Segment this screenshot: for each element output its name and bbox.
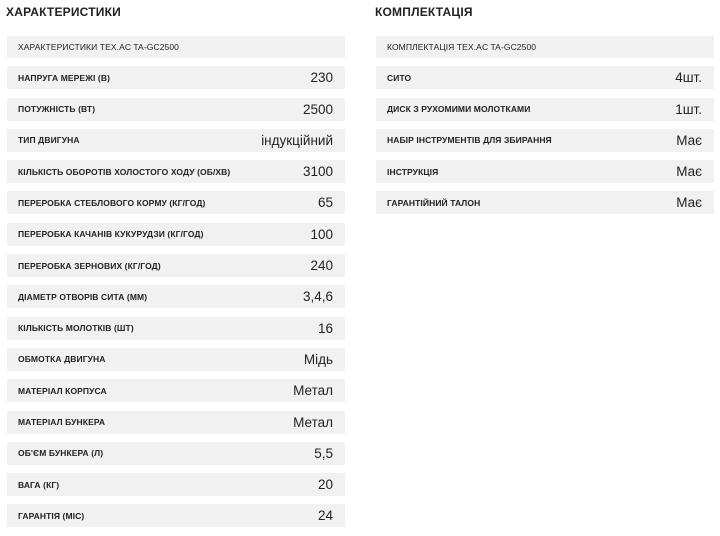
specs-row [7, 254, 345, 277]
specs-row-value: 5,5 [314, 445, 333, 461]
kit-title-row [376, 36, 714, 58]
specs-row [7, 348, 345, 371]
kit-row-value: 1шт. [675, 101, 702, 117]
kit-row [376, 160, 714, 183]
specs-row [7, 66, 345, 89]
kit-row-value: Має [676, 132, 702, 148]
specs-row-label: КІЛЬКІСТЬ ОБОРОТІВ ХОЛОСТОГО ХОДУ (ОБ/ХВ) [18, 166, 231, 177]
specs-row [7, 223, 345, 246]
specs-row [7, 285, 345, 308]
specs-row [7, 442, 345, 465]
specs-heading: ХАРАКТЕРИСТИКИ [6, 5, 121, 19]
specs-table [7, 66, 345, 527]
specs-row [7, 317, 345, 340]
specs-row-value: 24 [317, 508, 333, 524]
kit-heading: КОМПЛЕКТАЦІЯ [375, 5, 473, 19]
specs-row-value: 3100 [302, 164, 333, 180]
specs-row-value: 240 [310, 258, 333, 274]
specs-row [7, 504, 345, 527]
specs-row-label: ПЕРЕРОБКА СТЕБЛОВОГО КОРМУ (КГ/ГОД) [18, 197, 206, 208]
specs-row-value: 16 [317, 320, 333, 336]
specs-row-label: ПОТУЖНІСТЬ (ВТ) [18, 104, 96, 115]
specs-row [7, 379, 345, 402]
kit-row-value: Має [676, 195, 702, 211]
specs-row [7, 129, 345, 152]
kit-row [376, 191, 714, 214]
kit-row-label: ДИСК З РУХОМИМИ МОЛОТКАМИ [387, 104, 531, 115]
specs-row [7, 411, 345, 434]
specs-row-label: НАПРУГА МЕРЕЖІ (В) [18, 72, 110, 83]
specs-row-label: ГАРАНТІЯ (МІС) [18, 510, 85, 521]
specs-row-label: МАТЕРІАЛ КОРПУСА [18, 385, 107, 396]
specs-row-value: Метал [293, 383, 333, 399]
specs-row-label: ПЕРЕРОБКА КАЧАНІВ КУКУРУДЗИ (КГ/ГОД) [18, 229, 204, 240]
specs-row-label: ОБМОТКА ДВИГУНА [18, 354, 106, 365]
specs-row-label: МАТЕРІАЛ БУНКЕРА [18, 417, 106, 428]
kit-row-label: НАБІР ІНСТРУМЕНТІВ ДЛЯ ЗБИРАННЯ [387, 135, 552, 146]
kit-section [376, 0, 714, 223]
specs-row-value: Мідь [303, 351, 333, 367]
kit-row [376, 129, 714, 152]
specs-row-value: 20 [317, 477, 333, 493]
specs-row-label: ОБ'ЄМ БУНКЕРА (Л) [18, 448, 104, 459]
specs-row-label: ВАГА (КГ) [18, 479, 60, 490]
kit-row-label: ІНСТРУКЦІЯ [387, 166, 439, 177]
kit-row-value: 4шт. [675, 70, 702, 86]
kit-row-label: СИТО [387, 72, 412, 83]
kit-title: КОМПЛЕКТАЦІЯ TEX.AC TA-GC2500 [387, 42, 537, 52]
kit-row-label: ГАРАНТІЙНИЙ ТАЛОН [387, 197, 481, 208]
specs-row [7, 160, 345, 183]
specs-title: ХАРАКТЕРИСТИКИ TEX.AC TA-GC2500 [18, 42, 180, 52]
specs-row [7, 191, 345, 214]
specs-row [7, 98, 345, 121]
specs-row-value: 65 [317, 195, 333, 211]
specs-row-label: ДІАМЕТР ОТВОРІВ СИТА (ММ) [18, 291, 148, 302]
specs-row-value: 2500 [302, 101, 333, 117]
specs-row-label: ТИП ДВИГУНА [18, 135, 80, 146]
kit-row [376, 98, 714, 121]
specs-row-label: КІЛЬКІСТЬ МОЛОТКІВ (ШТ) [18, 323, 134, 334]
kit-row [376, 66, 714, 89]
specs-row-value: індукційний [261, 132, 333, 148]
specs-row [7, 473, 345, 496]
specs-row-value: 100 [310, 226, 333, 242]
specs-section [7, 0, 345, 536]
specs-row-label: ПЕРЕРОБКА ЗЕРНОВИХ (КГ/ГОД) [18, 260, 161, 271]
specs-title-row [7, 36, 345, 58]
kit-row-value: Має [676, 164, 702, 180]
specs-row-value: Метал [293, 414, 333, 430]
kit-table [376, 66, 714, 214]
specs-row-value: 230 [310, 70, 333, 86]
specs-row-value: 3,4,6 [302, 289, 333, 305]
